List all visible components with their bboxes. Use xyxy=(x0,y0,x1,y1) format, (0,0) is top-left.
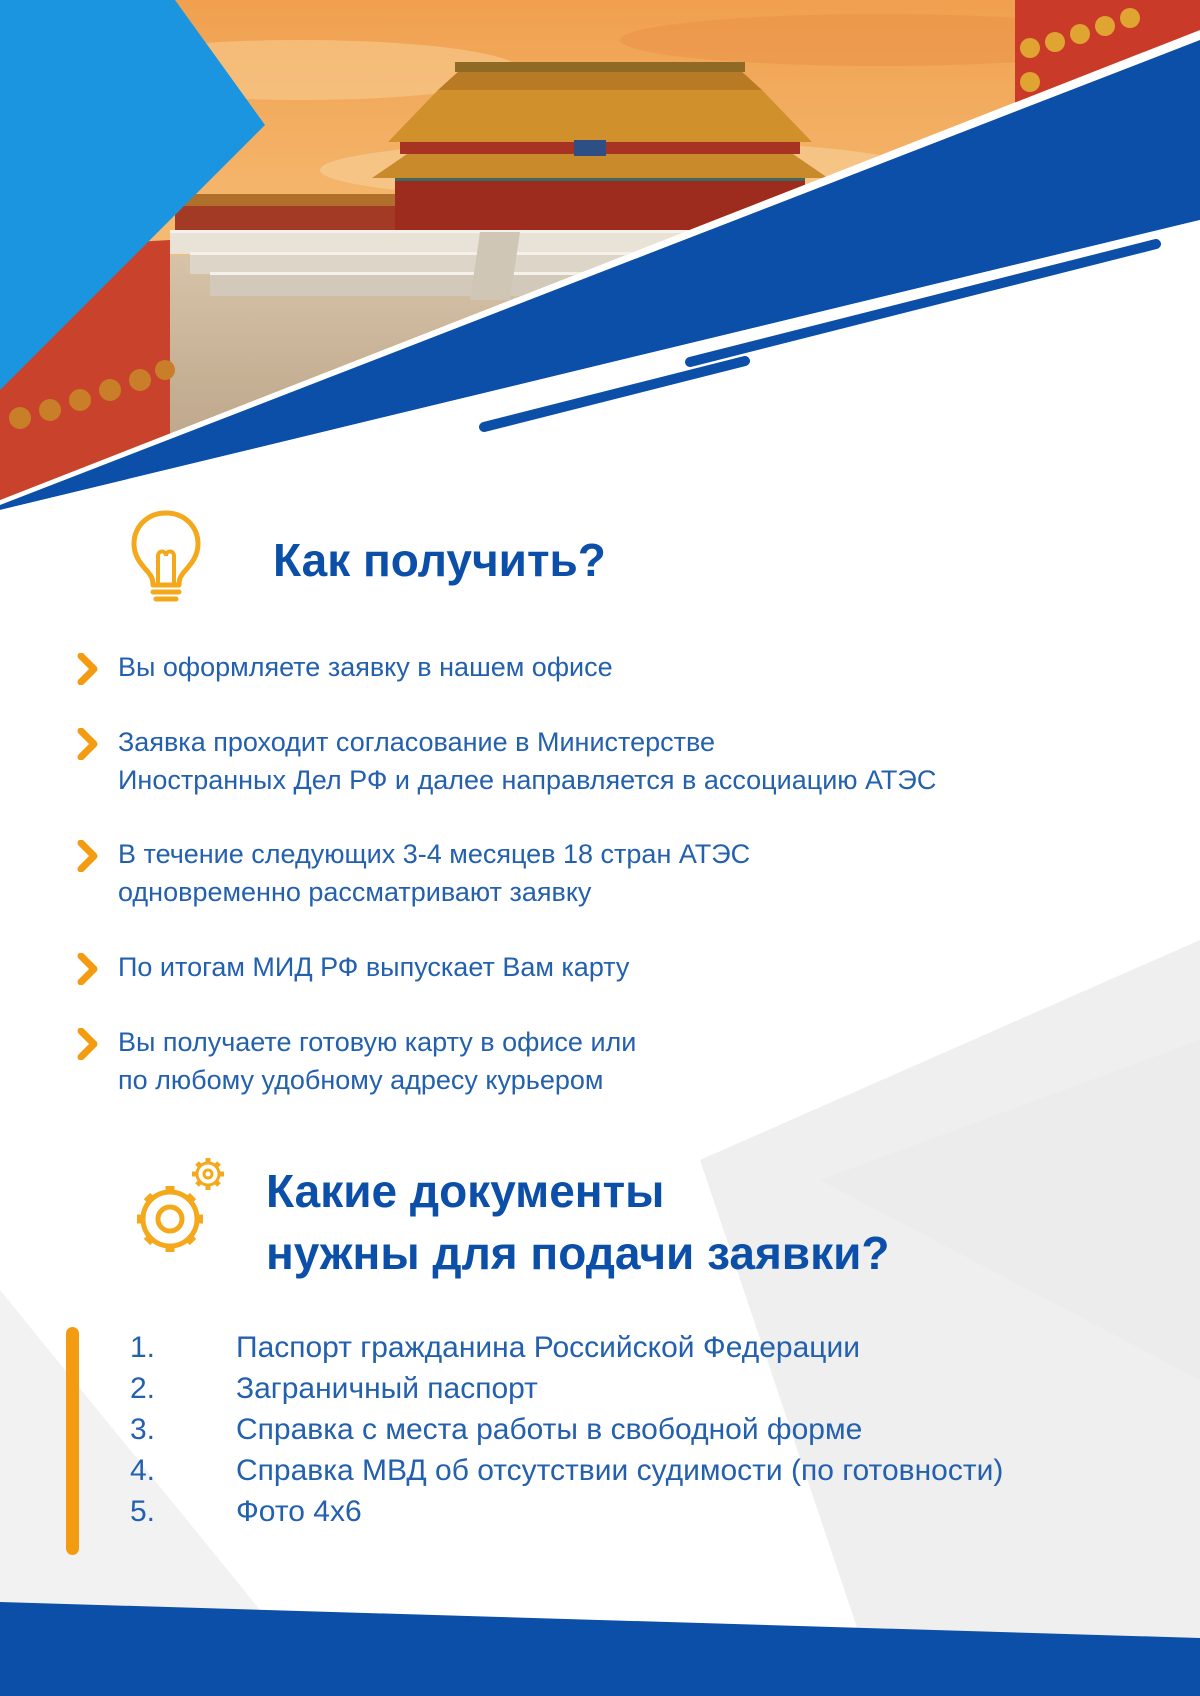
document-text: Паспорт гражданина Российской Федерации xyxy=(236,1331,860,1364)
document-text: Заграничный паспорт xyxy=(236,1372,538,1405)
step-text: Заявка проходит согласование в Министерстве xyxy=(118,727,716,757)
step-text: Вы оформляете заявку в нашем офисе xyxy=(118,652,613,682)
step-text: По итогам МИД РФ выпускает Вам карту xyxy=(118,952,630,982)
documents-title-line: нужны для подачи заявки? xyxy=(266,1227,890,1279)
how-to-get-title: Как получить? xyxy=(273,534,606,586)
document-text: Фото 4х6 xyxy=(236,1495,362,1528)
documents-title-line: Какие документы xyxy=(266,1165,665,1217)
document-number: 1. xyxy=(130,1331,156,1364)
document-text: Справка с места работы в свободной форме xyxy=(236,1413,863,1446)
chevron-right-icon xyxy=(76,840,100,872)
lightbulb-icon xyxy=(128,508,204,604)
step-text: В течение следующих 3-4 месяцев 18 стран АТЭС xyxy=(118,839,751,869)
document-number: 2. xyxy=(130,1372,156,1405)
step-item xyxy=(76,648,1136,686)
step-text: по любому удобному адресу курьером xyxy=(118,1065,604,1095)
step-item xyxy=(76,835,1136,911)
hero-banner xyxy=(0,0,1200,510)
gears-icon xyxy=(128,1156,230,1260)
document-number: 5. xyxy=(130,1495,156,1528)
chevron-right-icon xyxy=(76,953,100,985)
footer-band xyxy=(0,1602,1200,1696)
step-text: Вы получаете готовую карту в офисе или xyxy=(118,1027,637,1057)
step-item xyxy=(76,948,1136,986)
steps-list xyxy=(76,648,1136,1099)
documents-title xyxy=(266,1160,889,1284)
document-text: Справка МВД об отсутствии судимости (по готовности) xyxy=(236,1454,1004,1487)
chevron-right-icon xyxy=(76,1028,100,1060)
document-number: 4. xyxy=(130,1454,156,1487)
chevron-right-icon xyxy=(76,728,100,760)
chevron-right-icon xyxy=(76,653,100,685)
step-item xyxy=(76,723,1136,799)
step-text: Иностранных Дел РФ и далее направляется в ассоциацию АТЭС xyxy=(118,765,937,795)
step-text: одновременно рассматривают заявку xyxy=(118,877,592,907)
document-number: 3. xyxy=(130,1413,156,1446)
step-item xyxy=(76,1023,1136,1099)
orange-accent-bar xyxy=(66,1327,79,1555)
